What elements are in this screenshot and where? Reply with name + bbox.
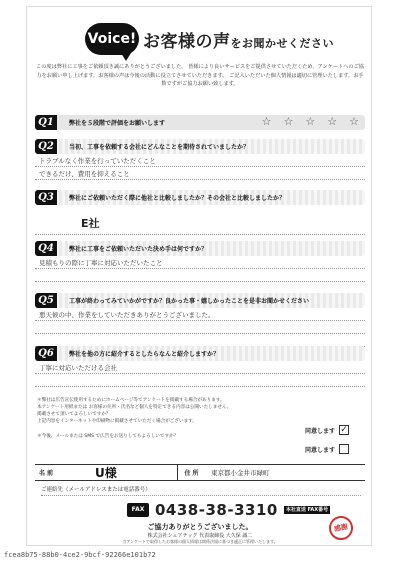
question-6 <box>35 346 365 387</box>
consent-sms[interactable] <box>305 444 349 454</box>
q4-text: 弊社に工事をご依頼いただいた決め手は何ですか？ <box>69 246 208 253</box>
intro-text: この度は弊社に工事をご依頼頂き誠にありがとうございました。 皆様により良いサービスをご提供させていただくため、アンケートへのご協力をお願い申し上げます。お客様の声は今後の活動に役立てさせていただきます。 ご記入いただいた個人情報は適切に管理いたします。お手数ですがご協力お願い致します。 <box>36 64 364 87</box>
q6-answer-line[interactable]: 丁寧に対応いただける会社 <box>35 361 365 374</box>
question-2 <box>35 139 365 180</box>
star-icon[interactable]: ☆ <box>283 115 294 128</box>
address-field[interactable]: 東京都小金井市緑町 <box>211 469 270 477</box>
q5-header <box>35 293 365 308</box>
fax-icon: FAX <box>127 503 149 517</box>
survey-sheet <box>26 6 372 546</box>
star-icon[interactable]: ☆ <box>349 115 359 128</box>
q2-header <box>35 139 365 154</box>
fax-tag: 本社直送 FAX番号 <box>285 506 329 513</box>
q1-header <box>35 115 365 130</box>
name-address-row <box>35 464 365 481</box>
agree-label: 同意します <box>304 427 335 435</box>
note-line: 掲載させて頂いてよろしいですか？ <box>37 412 111 417</box>
q4-answer-line[interactable]: 見積もりの際に丁寧に対応いただいたこと <box>35 256 365 269</box>
note-line: ＊今後、メールまたは SMS で広告をお送りしてもよろしいですか？ <box>37 434 179 439</box>
question-1 <box>35 115 365 130</box>
star-icon[interactable]: ☆ <box>305 115 316 128</box>
q6-text: 弊社を他の方に紹介するとしたらなんと紹介しますか？ <box>69 351 220 358</box>
title-tail: をお聞かせください <box>230 37 334 50</box>
q5-answer-line[interactable]: 悪天候の中、作業をしていただきありがとうございました。 <box>35 308 365 321</box>
q2-label: Q2 <box>35 139 57 154</box>
consent-notes <box>37 397 287 440</box>
q6-header <box>35 346 365 361</box>
company-info: 株式会社シェアテック 代表取締役 大久保 誠二 <box>147 533 253 539</box>
q2-text: 当初、工事を依頼する会社にどんなことを期待されていましたか？ <box>69 144 250 151</box>
header <box>27 9 373 69</box>
contact-field[interactable]: ご連絡先（メールアドレスまたは電話番号） <box>41 485 361 496</box>
star-icon[interactable]: ☆ <box>261 115 272 128</box>
q2-answer-line[interactable]: できるだけ、費用を抑えること <box>35 167 365 180</box>
title-main: お客様の声 <box>143 32 231 52</box>
q3-label: Q3 <box>35 190 57 205</box>
question-5 <box>35 293 365 347</box>
q6-label: Q6 <box>35 346 57 361</box>
fax-row <box>127 501 330 518</box>
consent-publish[interactable] <box>305 425 349 435</box>
q5-label: Q5 <box>35 293 57 308</box>
name-field[interactable]: U様 <box>95 466 117 480</box>
thanks-text: ご協力ありがとうございました。 <box>147 523 253 531</box>
fax-number: 0438-38-3310 <box>155 500 278 519</box>
note-line: 上記内容をインターネットや印刷物に掲載させていただく場合がございます。 <box>37 419 198 424</box>
q5-text: 工事が終わってみていかがですか？良かった事・嬉しかったことを是非お聞かせください <box>69 298 309 305</box>
q3-text: 弊社にご依頼いただく際に他社と比較しましたか？その会社と比較しましたか？ <box>69 195 286 202</box>
question-4 <box>35 241 365 282</box>
address-label: 住 所 <box>177 464 205 481</box>
q5-answer-line[interactable] <box>35 321 365 334</box>
page-title <box>143 27 334 52</box>
star-icon[interactable]: ☆ <box>327 115 338 128</box>
question-3 <box>35 190 365 235</box>
note-line: ＊弊社は広告宣伝使用するためにホームページ等でアンケートを掲載する場合があります。 <box>37 398 225 403</box>
q6-answer-line[interactable] <box>35 374 365 387</box>
note-line: 本アンケート用紙または お客様の住所・氏名など個人を特定できる内容は公開いたしません。 <box>37 405 232 410</box>
name-label: 名 前 <box>38 470 54 477</box>
voice-badge: Voice! <box>85 23 139 55</box>
stamp-seal: 感謝 <box>327 514 355 542</box>
checkbox[interactable] <box>339 444 349 454</box>
q4-header <box>35 241 365 256</box>
privacy-note: 当アンケートで取得したお客様の個人情報は関係法規に基づき適正に管理いたします。 <box>122 539 278 544</box>
q4-label: Q4 <box>35 241 57 256</box>
q4-answer-line[interactable] <box>35 269 365 282</box>
q3-answer[interactable]: E社 <box>35 205 365 235</box>
rating-stars[interactable] <box>262 116 359 128</box>
q1-text: 弊社を５段階で評価をお願いします <box>69 120 166 127</box>
document-id: fcea8b75-88b0-4ce2-9bcf-92266e101b72 <box>4 551 156 559</box>
checkbox-checked[interactable]: ✓ <box>340 425 348 435</box>
q1-label: Q1 <box>35 115 57 130</box>
q2-answer-line[interactable]: トラブルなく作業を行っていただくこと <box>35 154 365 167</box>
q3-header <box>35 190 365 205</box>
agree-label: 同意します <box>304 446 335 454</box>
